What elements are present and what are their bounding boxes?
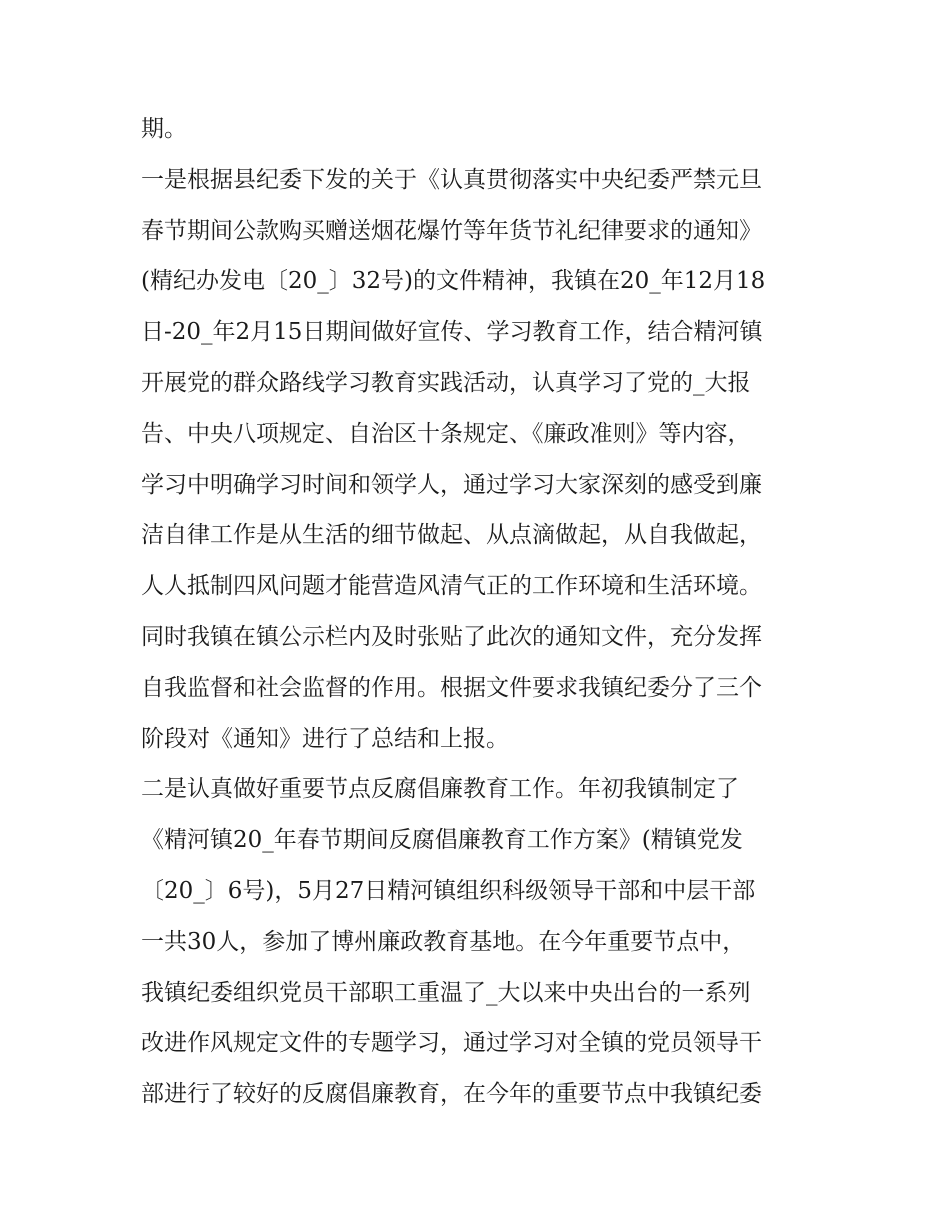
text-line: 二是认真做好重要节点反腐倡廉教育工作。年初我镇制定了 — [141, 776, 739, 803]
text-line: 春节期间公款购买赠送烟花爆竹等年货节礼纪律要求的通知》 — [141, 217, 762, 244]
text-line: 《精河镇20_年春节期间反腐倡廉教育工作方案》(精镇党发 — [141, 827, 743, 854]
text-line: 开展党的群众路线学习教育实践活动，认真学习了党的_大报 — [141, 369, 751, 396]
text-line: (精纪办发电〔20_〕32号)的文件精神，我镇在20_年12月18 — [141, 268, 766, 295]
text-line: 一共30人，参加了博州廉政教育基地。在今年重要节点中， — [141, 928, 746, 955]
text-line: 日-20_年2月15日期间做好宣传、学习教育工作，结合精河镇 — [141, 319, 763, 346]
text-line: 阶段对《通知》进行了总结和上报。 — [141, 725, 509, 752]
text-line: 同时我镇在镇公示栏内及时张贴了此次的通知文件，充分发挥 — [141, 623, 762, 650]
text-line: 期。 — [141, 116, 187, 142]
text-line: 人人抵制四风问题才能营造风清气正的工作环境和生活环境。 — [141, 573, 762, 600]
text-line: 改进作风规定文件的专题学习，通过学习对全镇的党员领导干 — [141, 1030, 762, 1057]
text-line: 部进行了较好的反腐倡廉教育，在今年的重要节点中我镇纪委 — [141, 1081, 762, 1108]
text-line: 洁自律工作是从生活的细节做起、从点滴做起，从自我做起， — [141, 522, 762, 549]
text-line: 自我监督和社会监督的作用。根据文件要求我镇纪委分了三个 — [141, 674, 762, 701]
document-body — [141, 104, 831, 1120]
text-line: 我镇纪委组织党员干部职工重温了_大以来中央出台的一系列 — [141, 979, 751, 1006]
text-line: 告、中央八项规定、自治区十条规定、《廉政准则》等内容， — [141, 420, 751, 447]
text-line: 一是根据县纪委下发的关于《认真贯彻落实中央纪委严禁元旦 — [141, 166, 762, 193]
text-line: 〔20_〕6号)，5月27日精河镇组织科级领导干部和中层干部 — [141, 877, 756, 904]
text-line: 学习中明确学习时间和领学人，通过学习大家深刻的感受到廉 — [141, 471, 762, 498]
